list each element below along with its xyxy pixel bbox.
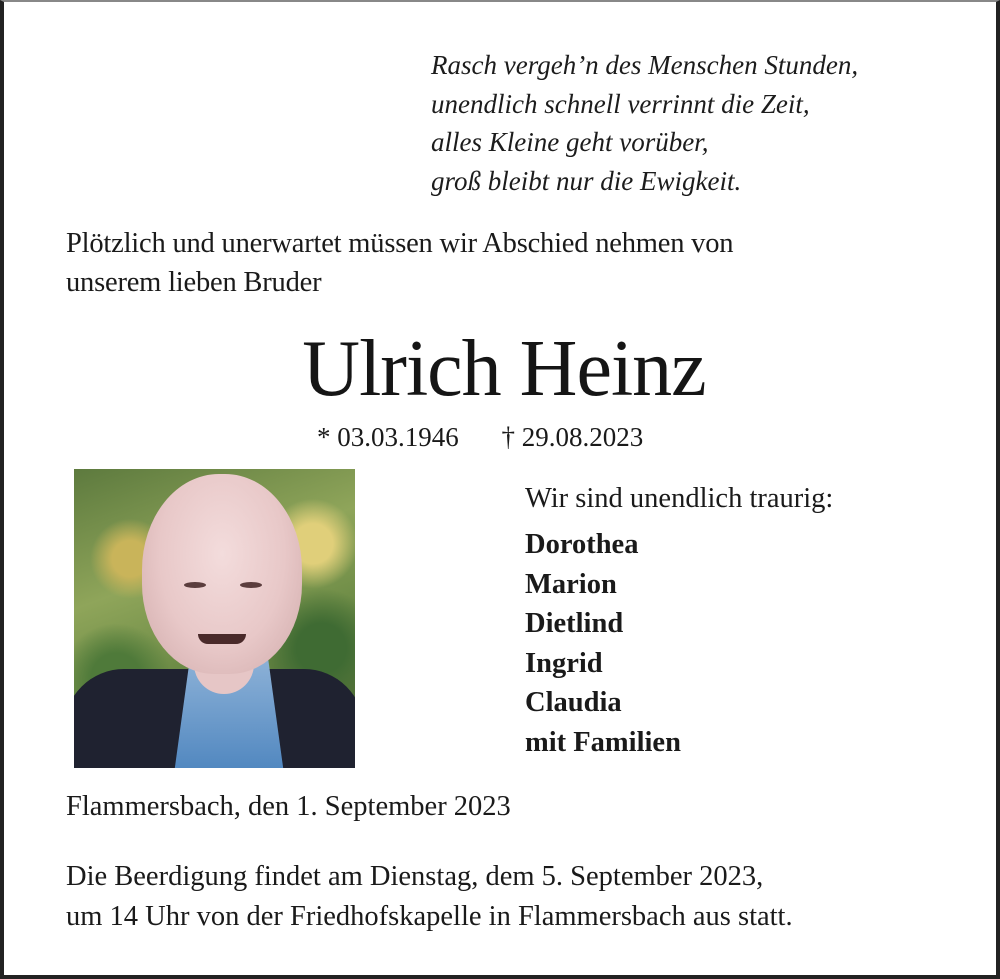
mourners-lead: Wir sind unendlich traurig: (525, 483, 834, 514)
photo-face (142, 474, 302, 674)
photo-eye (184, 582, 206, 588)
poem-line: Rasch vergeh’n des Menschen Stunden, (431, 50, 859, 80)
mourner-name: mit Familien (525, 726, 681, 758)
photo-eye (240, 582, 262, 588)
funeral-line: Die Beerdigung findet am Dienstag, dem 5. September 2023, (66, 861, 764, 892)
mourner-name: Dorothea (525, 529, 639, 560)
intro-line: Plötzlich und unerwartet müssen wir Abschied nehmen von (66, 228, 734, 259)
death-date: † 29.08.2023 (501, 422, 644, 452)
portrait-photo (74, 469, 355, 768)
mourner-name: Claudia (525, 687, 622, 718)
intro-line: unserem lieben Bruder (66, 267, 322, 298)
mourner-name: Dietlind (525, 608, 624, 639)
life-dates (317, 417, 643, 457)
poem (431, 46, 858, 200)
intro-text (66, 224, 733, 302)
poem-line: unendlich schnell verrinnt die Zeit, (431, 88, 810, 119)
poem-line: groß bleibt nur die Ewigkeit. (431, 165, 742, 196)
mourner-name: Ingrid (525, 647, 603, 679)
poem-line: alles Kleine geht vorüber, (431, 127, 709, 157)
mourners-list (525, 525, 833, 762)
photo-mouth (198, 634, 246, 644)
birth-date: * 03.03.1946 (317, 422, 459, 452)
funeral-notice (66, 857, 793, 937)
funeral-line: um 14 Uhr von der Friedhofskapelle in Flammersbach aus statt. (66, 901, 793, 932)
mourner-name: Marion (525, 568, 617, 600)
deceased-name: Ulrich Heinz (302, 325, 706, 413)
place-date: Flammersbach, den 1. September 2023 (66, 791, 511, 822)
mourners-block (525, 479, 833, 762)
